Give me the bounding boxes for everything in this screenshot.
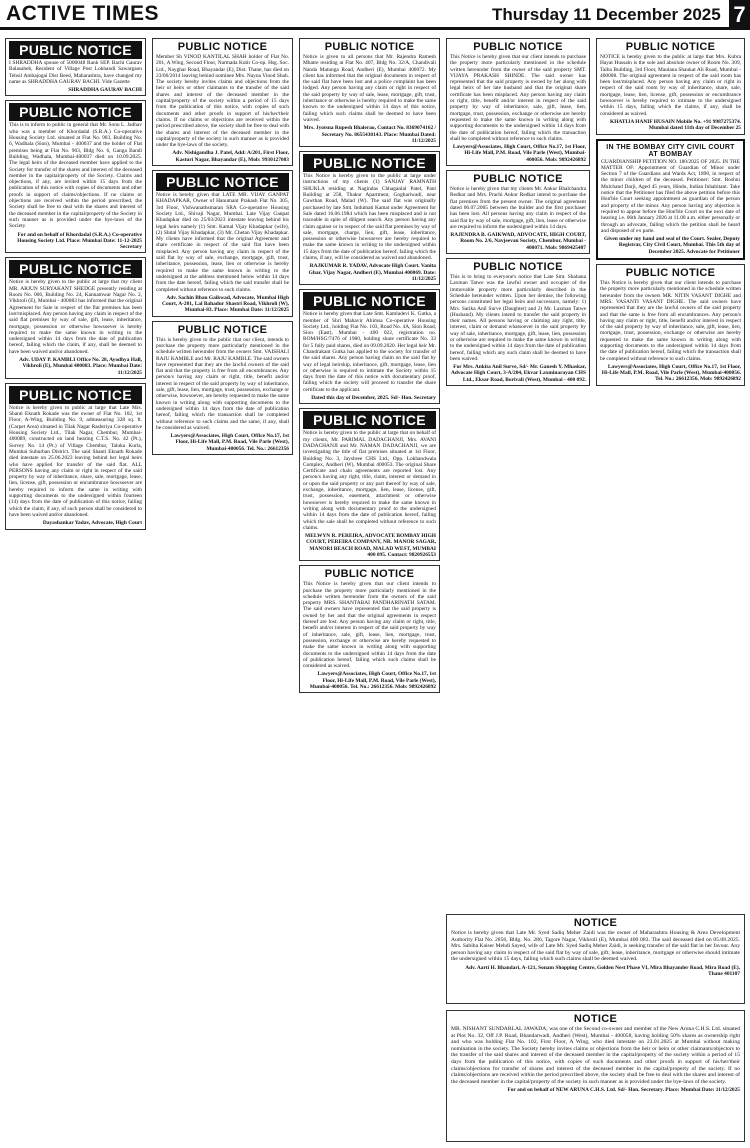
notice-body: Notice is hereby given that LATE MR. VIJAY GANPAT KHADAPKAR, Owner of Hanumant Prakash Flat No. 305, 3rd Floor, Vishwanathsmaran SRA Co-operative Housing Society Ltd., Shivaji Nagar, Mumbai. Late Vijay Ganpat Khadapkar died on 25/03/2023 intestate leaving behind his legal heirs namely (1) Smt. Kamal Vijay Khadapkar (wife), (2) Shital Vijay Khadapkar, (3) Mr. Chetan Vijay Khadapkar. My clients have informed that the original Agreement and share certificate in respect of the said flat have been misplaced. Any person having any claim in respect of the said flat by way of sale, exchange, mortgage, gift, trust, inheritance, possession, lease, lien or otherwise is hereby required to make the same known in writing to the undersigned at the address mentioned below within 14 days from the date hereof, failing which the said transfer shall be completed without reference to such claims. (156, 192, 289, 293)
notice-title: PUBLIC NOTICE (177, 323, 268, 336)
masthead (0, 0, 750, 30)
notice-court-petition (596, 139, 745, 260)
notice-signature: Lawyers@Associates, High Court, Office No.17, 1st Floor, Hi-Life Mall, P.M. Road, Vile Parle (West), Mumbai-400056. Mob: 9892426892 (452, 144, 586, 163)
notice-signature: Mrs. Jyotsna Rupesh Bhalerao, Contact No. 8369074162 / Secretary No. 8655430143. Place: Mumbai Dated: 11/12/2025 (303, 125, 436, 144)
notice-title: PUBLIC NOTICE (177, 41, 268, 53)
notice-vijaya-shinde (446, 38, 590, 166)
notice-zaidi (446, 914, 745, 1004)
notice-signature: RAJENDRA B. GAIKWAD, ADVOCATE, HIGH COURT, Room No. 2/6, Navjeevan Society, Chembur, Mumbai - 400071. Mob: 9869425407 (450, 232, 586, 251)
notice-khadapkar (152, 170, 293, 317)
notice-title: PUBLIC NOTICE (625, 267, 716, 280)
notice-shukla (299, 151, 440, 285)
notice-body: Notice is hereby given to the public at large that on behalf of my clients, Mr. PARIMAL DADACHANJI, Mrs. AVANI DADACHANJI and Mr. NAMAN DADACHANJI, we are investigating the title of flat premises situated at 1st Floor, Building No. 3, Jayshree CHS Ltd., Opp. Lokhandwala Complex, Andheri (W), Mumbai 400053. The original Share Certificate and chain agreements are reported lost. Any person/s having any right, title, claim, interest or demand in or upon the said property or any part thereof by way of sale, exchange, inheritance, mortgage, lien, lease, license, gift, trust, possession, easement, attachment or otherwise howsoever is hereby required to make the same known in writing along with documentary proof to the undersigned within 14 days from the date of publication hereof, failing which the sale shall be completed without reference to such claims. (303, 430, 436, 531)
notice-title: PUBLIC NOTICE (324, 41, 415, 53)
notice-jawada (446, 1010, 745, 1142)
notice-body: This Notice is hereby given that our client intends to purchase the property more particularly mentioned in the schedule written hereunder from the owner of the said property SMT. VIJAYA PRAKASH SHINDE. The said owner has represented that the said property is owned by her along with legal heirs of her late husband and that the original share certificate has been misplaced. Any person having any claim or right, title, benefit and/or interest in respect of the said property by way of inheritance, sale, gift, lease, lien, mortgage, trust, possession, exchange or otherwise are hereby requested to make the same known in writing along with supporting documents to the undersigned within 14 days from the date of publication hereof, failing which the transaction shall be completed without reference to such claims. (450, 54, 586, 142)
notice-signature: Dayashankar Yadav, Advocate, High Court (42, 520, 142, 527)
column-1 (5, 38, 146, 1142)
notice-title: PUBLIC NOTICE (9, 260, 142, 278)
column-4 (446, 38, 590, 910)
notice-body: This Notice is hereby given to the public at large under instructions of my clients (1) SANJAY RAMNATH SHUKLA residing at Nagindas Chhaganlal Patel, Pant Building at 258, Thakur Apartment, Goghariwadi, near Gawthan Road, Malad (W). The said flat was originally purchased by late Smt. Indumati Kamat under Agreement for Sale dated 16.06.1984 which has been misplaced and is not traceable in spite of diligent search. Any person having any claim against or in respect of the said flat premises by way of sale, mortgage, charge, lien, gift, lease, inheritance, possession or otherwise howsoever are hereby required to make the same known in writing to the undersigned within 15 days from the date of publication hereof, failing which the claims, if any, will be considered as waived and abandoned. (303, 173, 436, 262)
notice-body: Notice is hereby given that Late Smt. Kamladevi K. Gutka, a member of Shri Mahavir Ahimsa Co-operative Housing Society Ltd., holding Flat No. 103, Road No. 4A, Sion Road, Sion (East), Mumbai - 400 022, registration no. BOM/HSG/7476 of 1980, holding share certificate No. 33 for 5 fully paid shares, died on 09.09.2020. Her legal heir Mr. Chandrakant Gutka has applied to the society for transfer of the said shares. Any person having claim on the said flat by way of legal heirship, inheritance, gift, mortgage, lease, lien or otherwise is required to intimate the Society within 15 days from the date of this notice with documentary proof, failing which the society will proceed to transfer the share certificate to the applicant. (303, 311, 436, 393)
notice-signature: RAJKUMAR R. YADAV, Advocate High Court. Vanita Ghar, Vijay Nagar, Andheri (E), Mumbai 400069. Date: 11/12/2025 (308, 263, 436, 282)
notice-title: NOTICE (573, 1013, 618, 1025)
notice-body: This is to bring to everyone's notice that Late Smt. Shabana Laxman Tatwe was the lawful owner and occupier of the immovable property more particularly described in the Schedule hereunder written. Upon her demise, the following persons constituted her legal heirs and successors, namely: 1) Mrs. Sarika Anil Surve (Daughter) and 2) Mr. Laxman Tatwe (Husband). My clients intend to transfer the said property in their names. All persons having or claiming any right, title, interest, claim or demand whatsoever in the said property by way of sale, inheritance, mortgage, gift, lease, lien, possession or otherwise are required to make the same known in writing to the undersigned within 14 days from the date of publication hereof, failing which any such claim shall be deemed to have been waived. (450, 274, 586, 362)
newspaper-brand: ACTIVE TIMES (6, 2, 160, 25)
notice-body: Notice is hereby given to the public at large that my client MR. ARJUN SURYAKANT SHEDGE presently residing at Room No. 006, Building No. 24, Kannamwar Nagar No. 2, Vikhroli (E), Mumbai - 400083 has informed that the original Agreement for Sale in respect of the flat premises has been lost/misplaced. Any person having any claim in respect of the said flat premises by way of sale, gift, lease, inheritance, mortgage, possession or otherwise howsoever is hereby required to make the same known in writing to the undersigned within 14 days from the date of publication hereof, failing which the claim, if any, shall be deemed to have been waived and/or abandoned. (9, 279, 142, 355)
notice-purchase-kamble (152, 321, 293, 455)
notice-body: This Notice is hereby given that our client intends to purchase the property more particularly mentioned in the schedule written hereunder from the owners MR. NITIN VASANT DIGHE and MRS. VASANTI VASANT DIGHE. The said owners have represented that they are the lawful owners of the said property and that the same is free from all encumbrances. Any person/s having any claim or right, title, benefit and/or interest in respect of the said property by way of inheritance, sale, gift, lease, lien, mortgage, trust, possession, exchange or otherwise are hereby requested to make the same known in writing along with supporting documents to the undersigned within 14 days from the date of publication hereof, failing which the transaction shall be completed without reference to such claims. (600, 280, 741, 362)
notice-signature: For and on behalf of Khordadal (S.R.A.) Co-operative Housing Society Ltd. Place: Mumbai Date: 11-12-2025 Secretary (17, 231, 142, 251)
notice-lost-agreement (5, 257, 146, 378)
notice-title: PUBLIC NOTICE (625, 41, 716, 53)
notice-signature: Adv. Sachin Bhau Gaikwad, Advocate, Mumbai High Court, A-201, Lal Bahadur Shastri Road, Vikhroli (W), Mumbai-83. Place: Mumbai Date: 11/12/2025 (162, 294, 289, 314)
notice-title: PUBLIC NOTICE (473, 41, 563, 53)
column-2 (152, 38, 293, 1142)
notice-title: PUBLIC NOTICE (303, 292, 436, 310)
notice-mhatre (299, 38, 440, 147)
notice-title: PUBLIC NOTICE (9, 103, 142, 121)
notice-signature: Given under my hand and seal of the Court. Sealer, Deputy Registrar, City Civil Court, Mumbai. This 5th day of December 2025. Advocate for Petitioner (604, 236, 740, 255)
notice-signature: For Mrs. Ankita Anil Surve, Sd/- Mr. Ganesh Y. Mhaskar, Advocate High Court, 3-A/204, Ekvar Laxminarayan CHS Ltd., Eksar Road, Borivali (West), Mumbai - 400 092. (451, 364, 586, 383)
notice-body: Notice is hereby given to public at large that Late Mrs. Shanti Eknath Rokade was the owner of Flat No. 102, 1st Floor, A-Wing, Building No. 9, admeasuring 328 sq. ft. (Carpet Area) situated in Tilak Nagar Rashtriya Co-operative Housing Society Ltd., Tilak Nagar, Chembur, Mumbai-400089, constructed on land bearing C.T.S. No. 42 (Pt.), Survey No. 14 (Pt.) of Village Chembur, Taluka Kurla, Mumbai Suburban District. The said Shanti Eknath Rokade died intestate on 25.06.2023 leaving behind her legal heirs who have applied for transfer of the said flat. ALL PERSONS having any claim or right in respect of the said property by way of inheritance, share, sale, mortgage, lease, lien, license, gift, possession or encumbrance howsoever are hereby required to inform the same in writing with supporting documents to the undersigned within fourteen (14) days from the date of publication of this notice, failing which the claim, if any, of such person shall be considered to have been waived and/or abandoned. (9, 404, 142, 518)
notice-title: PUBLIC NOTICE (156, 173, 289, 191)
notice-signature: Lawyers@Associates, High Court, Office No.17, 1st Floor, Hi-Life Mall, P.M. Road, Vile Parle (West), Mumbai-400056. Tel. No.: 26612356. Mob: 9892426892 (601, 363, 741, 383)
notice-signature: Lawyers@Associates, High Court, Office No.17, 1st Floor, Hi-Life Mall, P.M. Road, Vile Parle (West), Mumbai-400056. Tel. No.: 26612356 (170, 433, 289, 452)
notice-title: PUBLIC NOTICE (303, 411, 436, 429)
issue-date: Thursday 11 December 2025 (492, 5, 721, 24)
notice-signature: Adv. Nishigandha J. Patel, Add: A/201, First Floor, Kasturi Nagar, Bhayandar (E), Mob: 9930127083 (172, 150, 289, 163)
notice-tatwe (446, 258, 590, 386)
notice-title: PUBLIC NOTICE (324, 568, 415, 581)
notice-body: Notice is hereby given that Late Mr. Syed Sadiq Meher Zaidi was the owner of Maharashtra Housing & Area Development Authority Flat No. 2856, Bldg. No. 286, Tagore Nagar, Vikhroli (E), Mumbai 400 083. The said deceased died on 05.08.2025. Mrs. Sabiha Kaiser Mehdi Sayed, wife of Late Mr. Syed Sadiq Meher Zaidi, is seeking transfer of the said flat in her favour. Any person having any claim in respect of the said flat by way of sale, gift, lease, inheritance, mortgage or otherwise should intimate the undersigned within 15 days, failing which such claims shall be deemed waived. (451, 930, 740, 963)
notice-kubra-hussain (596, 38, 745, 135)
notice-body: Member Sh VINOD KANTILAL SHAH holder of Flat No. 201, A Wing, Second Floor, Narmada Kutir Co-op. Hsg. Soc. Ltd., Nayghar Road, Bhayandar (E), Dist. Thane, has died on 23/06/2014 leaving behind nominee Mrs. Nayna Vinod Shah. The society hereby invites claims and objections from the heir or heirs or other claimants to the transfer of the said shares and interest of the deceased member in the capital/property of the society within a period of 15 days from the publication of this notice, with copies of such documents and other proofs in support of his/her/their claims. If no claims or objections are received within the period prescribed above, the society shall be free to deal with the shares and interest of the deceased member in the capital/property of the society in such manner as is provided under the bye-laws of the society. (156, 54, 289, 149)
notice-title: PUBLIC NOTICE (9, 41, 142, 59)
notice-satam (299, 565, 440, 693)
notice-title: PUBLIC NOTICE (473, 173, 563, 186)
notice-body: This Notice is hereby given that our client intends to purchase the property more particularly mentioned in the schedule written hereunder from the owners of the said property MRS. SHANTABAI PANDHARINATH SATAM. The said owners have represented that the said property is owned by her and that the original agreements in respect thereof are lost. Any person having any claim or right, title, benefit and/or interest in respect of the said property by way of inheritance, sale, gift, lease, lien, mortgage, trust, possession, exchange or otherwise are hereby requested to make the same known in writing along with supporting documents to the undersigned within 14 days from the date of publication hereof, failing which such claims shall be considered as waived. (303, 581, 436, 670)
notice-body: MR. NISHANT SUNDARLAL JAWADA, was one of the Second co-owner and member of the New Aruna C.H.S. Ltd. situated at Plot No. 32, Off J.P. Road, Bhandarwadi, Andheri (West), Mumbai - 400058, having holding 50% shares as ownership right and who was holding Flat No. 102, First Floor, A Wing, who died intestate on 23.01.2025 at Mumbai without making nomination in the society. The Society hereby invites claims or objections from the heir or heirs or other claimants/objectors to the transfer of the said shares and interest of the deceased member in the capital/property of the society within a period of 15 days from the publication of this notice, with copies of such documents and other proofs in support of his/her/their claims/objections for transfer of shares and interest of the deceased member in the capital/property of the society. If no claims/objections are received within the period prescribed above, the society shall be free to deal with the shares and interest of the deceased member in the capital/property of the society in such manner as is provided under the bye-laws of the society. (451, 1026, 740, 1085)
column-5 (596, 38, 745, 910)
notice-signature: KHATIJA HANIF HUSAIN Mobile No. +91 9987275374. Mumbai dated 11th day of December 25 (610, 118, 741, 132)
notice-dighe (596, 264, 745, 386)
notice-body: I SHRADDHA spouse of 5000048 Rank SEP. Bachi Gaurav Balasaheb, Resident of Village Post Lokhandi Sawargaon Tehsil Ambajogai Dist Beed, Maharashtra, have changed my name as SHRADDHA GAURAV BACHI. Vide Gazette (9, 60, 142, 85)
notice-society-transfer (5, 100, 146, 253)
notice-body: NOTICE is hereby given to the public at large that Mrs. Kubra Hayat Hussain is the sole and absolute owner of Room No. 309, Taiba Building, 3rd Floor, Maulana Shaukat Ali Road, Mumbai - 400008. The original agreement in respect of the said room has been lost/misplaced. Any person having any claim or right in respect of the said room by way of inheritance, share, sale, mortgage, lease, lien, license, gift, possession or encumbrance howsoever is hereby required to intimate to the undersigned within 15 days, failing which the claims, if any, shall be considered as waived. (600, 54, 741, 117)
notice-signature: MELWYN R. PEREIRA, ADVOCATE BOMBAY HIGH COURT, PEREIRA COMPANY, NR. MANOR SAGAR, MANORI BEACH ROAD, MALAD WEST, MUMBAI 400 095. Contact: 9820926553 (305, 533, 436, 558)
page-number: 7 (729, 0, 750, 30)
notice-title: IN THE BOMBAY CITY CIVIL COURT AT BOMBAY (606, 143, 735, 158)
notice-title: PUBLIC NOTICE (303, 154, 436, 172)
notice-signature: Dated this day of December, 2025. Sd/- Hon. Secretary (311, 395, 436, 402)
notice-signature: Adv. UDAY P. KAMBLI Office No. 28, Ayodhya Hall, Vikhroli (E), Mumbai 400083. Place: Mumbai Date: 11/12/2025 (19, 356, 142, 376)
notice-gutka (299, 289, 440, 404)
notice-name-change (5, 38, 146, 96)
notice-inheritance (5, 383, 146, 530)
notice-member-death (152, 38, 293, 166)
notice-body: Notice is given to all persons that Mr. Rajendra Ramesh Mhatre residing at Flat No. 407, Bldg No. 32/A, Chandivali Nanda Matunga Road, Andheri (E), Mumbai 400072. My client has informed that the original documents in respect of the said flat have been lost and a police complaint has been lodged. Any person having any claim or right in respect of the said property by way of sale, lease, mortgage, gift, trust, inheritance or otherwise is hereby required to make the same known to the undersigned within 14 days of this notice, failing which such claims shall be deemed to have been waived. (303, 54, 436, 123)
notice-title: PUBLIC NOTICE (9, 386, 142, 404)
column-3 (299, 38, 440, 1142)
notice-title: PUBLIC NOTICE (473, 261, 563, 274)
notice-signature: Adv. Aarti H. Bhandari, A-121, Sonam Shopping Centre, Golden Nest Phase VI, Mira Bhayander Road, Mira Road (E), Thane 401107 (465, 964, 740, 978)
notice-signature: For and on behalf of NEW ARUNA C.H.S. Ltd. Sd/- Hon. Secretary. Place: Mumbai Date: 11/12/2025 (507, 1087, 740, 1094)
notice-redkar (446, 170, 590, 254)
notice-body: This is hereby given to the public that our client, intends to purchase the property more particularly mentioned in the schedule written hereunder from the owners Smt. VAISHALI RAJU KAMBLE and Mr. RAJU KAMBLE. The said owners have represented that they are the lawful owners of the said flat and that the property is free from all encumbrances. Any person/s having any claim or right, title, benefit and/or interest in respect of the said property by way of inheritance, sale, gift, lease, lien, mortgage, trust, possession, exchange or otherwise, howsoever, are hereby requested to make the same known in writing along with supporting documents to the undersigned within 14 days from the date of publication hereof, failing which the transaction shall be completed without reference to such claims and the same, if any, shall be considered as waived. (156, 336, 289, 431)
notice-body: Notice is hereby given that my clients Mr. Ankur Bhalchandra Redkar and Mrs. Prachi Ankur Redkar intend to purchase the flat premises from the present owner. The original agreement dated 06.07.2005 between the builder and the first purchaser has been lost. All persons having any claim in respect of the said flat by way of sale, mortgage, gift, lien, lease or otherwise are required to inform the undersigned within 14 days. (450, 186, 586, 230)
notice-body: This is to inform to public in general that Mr. Sonu L. Jadhav who was a member of Khordadal (S.R.A.) Co-operative Housing Society Ltd. situated at Flat No. 903, Building No. 6, Wadhala (Sion), Mumbai - 400037 and the holder of Flat premises being at Flat No. 903, Bldg No. 6, Ganga Bandi Building, Wadhala, Mumbai-400037 died on 10.09.2025. The legal heirs of the deceased member have applied to the Society for transfer of the shares and interest of the deceased member in the capital/property of the Society. Claims and objections, if any, are invited within 15 days from the publication of this notice with copies of documents and other proofs in support of claims/objections. If no claims or objections are received within the period prescribed, the Society shall be free to deal with the shares and interest of the deceased member in the capital/property of the Society in such manner as is provided under the bye-laws of the Society. (9, 122, 142, 230)
notice-title: NOTICE (573, 917, 618, 929)
notice-signature: SHRADDHA GAURAV BACHI (68, 87, 142, 94)
notice-signature: Lawyers@Associates, High Court, Office No.17, 1st Floor, Hi-Life Mall, P.M. Road, Vile Parle (West), Mumbai-400056. Tel. No.: 26612356. Mob: 9892426892 (309, 671, 436, 691)
notice-dadachanji (299, 408, 440, 561)
notice-body: GUARDIANSHIP PETITION NO. 180/2025 OF 2025. IN THE MATTER OF: Appointment of Guardian of Minor under Section 7 of the Guardians and Wards Act, 1890, in respect of the minor children of the deceased. Petitioner: Smt. Roshni Mulchand Darji, Aged 45 years, Hindu, Indian Inhabitant. Take notice that the Petitioner has filed the above petition before this Hon'ble Court seeking appointment as guardian of the person and property of the minor. Any person having any objection is required to appear before the Hon'ble Court on the next date of hearing i.e. 06th January 2026 at 11.00 a.m. either personally or through an advocate, failing which the petition shall be heard and disposed of ex parte. (601, 158, 740, 234)
